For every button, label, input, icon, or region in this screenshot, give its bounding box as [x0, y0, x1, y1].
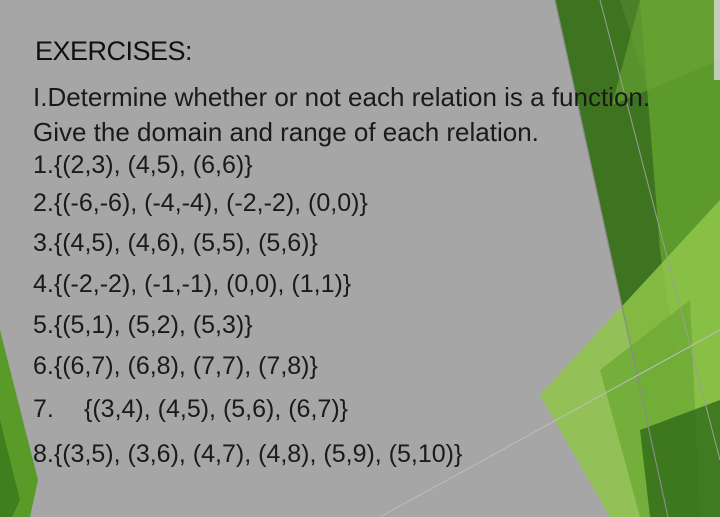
instruction-line-2: Give the domain and range of each relation.: [33, 117, 539, 147]
exercise-item: [33, 395, 348, 424]
exercise-number: 2.: [33, 189, 54, 217]
exercise-item: [33, 151, 253, 180]
exercise-relation: {(2,3), (4,5), (6,6)}: [53, 151, 253, 179]
exercise-number: 4.: [33, 270, 54, 298]
exercise-item: [33, 440, 462, 469]
exercise-number: 8.: [33, 440, 54, 468]
exercise-relation: {(3,5), (3,6), (4,7), (4,8), (5,9), (5,10)}: [53, 440, 463, 468]
exercise-item: [33, 311, 253, 340]
exercise-item: [33, 229, 318, 258]
exercise-number: 7.: [33, 395, 54, 423]
exercise-number: 5.: [33, 311, 54, 339]
exercise-relation: {(-2,-2), (-1,-1), (0,0), (1,1)}: [53, 270, 352, 298]
exercise-relation: {(-6,-6), (-4,-4), (-2,-2), (0,0)}: [53, 189, 368, 217]
slide-title: EXERCISES:: [35, 36, 193, 66]
exercise-number: 6.: [33, 352, 54, 380]
exercise-number: 3.: [33, 229, 54, 257]
exercise-item: [33, 352, 318, 381]
exercise-item: [33, 270, 351, 299]
instruction-line-1: I.Determine whether or not each relation is a function.: [33, 82, 651, 112]
exercise-relation: {(5,1), (5,2), (5,3)}: [53, 311, 253, 339]
exercise-relation: {(4,5), (4,6), (5,5), (5,6)}: [53, 229, 318, 257]
exercise-number: 1.: [33, 151, 54, 179]
exercise-relation: {(3,4), (4,5), (5,6), (6,7)}: [84, 395, 348, 423]
exercise-item: [33, 189, 368, 218]
exercise-relation: {(6,7), (6,8), (7,7), (7,8)}: [53, 352, 318, 380]
